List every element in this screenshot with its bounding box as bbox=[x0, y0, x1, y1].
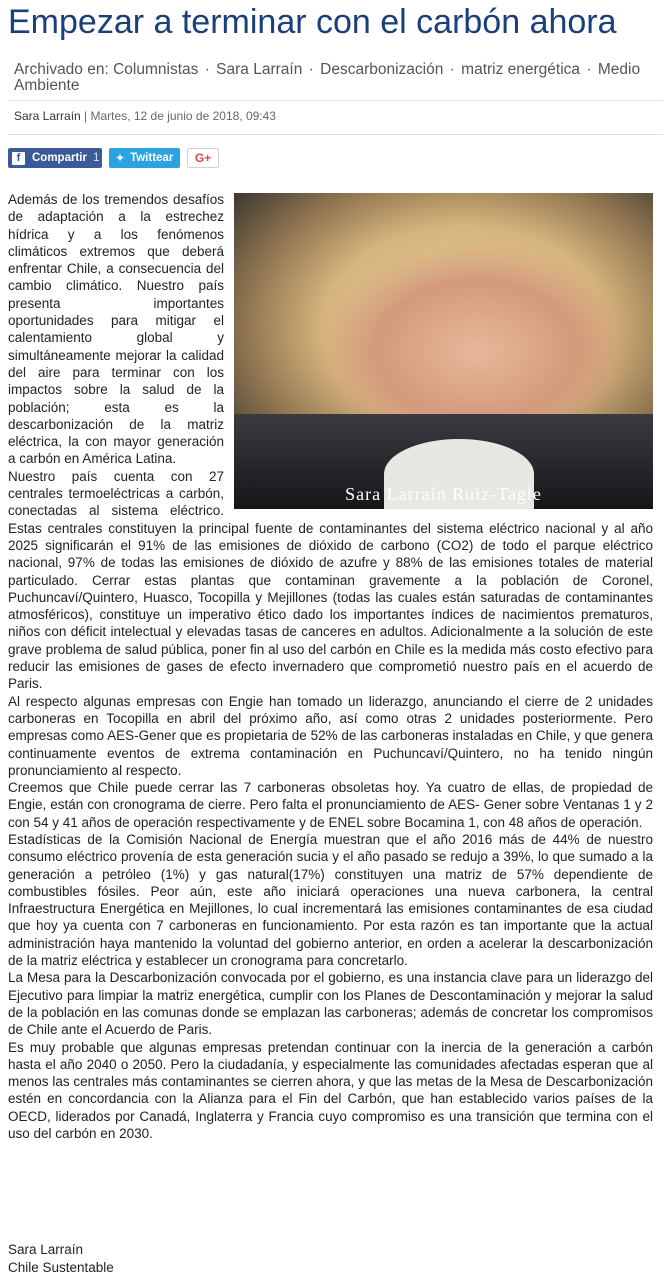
divider bbox=[8, 134, 663, 135]
twitter-bird-icon: ✦ bbox=[115, 151, 126, 165]
signature-name: Sara Larraín bbox=[8, 1242, 84, 1257]
article-paragraph: Estadísticas de la Comisión Nacional de Energía muestran que el año 2016 más de 44% de nuestro consumo eléctrico provenía de esta generación sucia y el año pasado se redujo a 39%, lo que sumado a la generación a petróleo (1%) y gas natural(17%) constituyen una matriz de 57% dependiente de combustibles fósiles. Peor aún, este año iniciará operaciones una nueva carbonera, la central Infraestructura Energética en Mejillones, lo cual incrementará las emisiones contaminantes de esa ciudad que hoy ya cuenta con 7 carboneras en funcionamiento. Por esta razón es tan importante que la actual administración haya mantenido la voluntad del gobierno anterior, en orden a acelerar la descarbonización de la matriz eléctrica y establecer un cronograma para concretarlo. bbox=[8, 831, 653, 969]
byline-date: Martes, 12 de junio de 2018, 09:43 bbox=[90, 109, 276, 123]
tag-separator: · bbox=[449, 61, 455, 78]
author-photo bbox=[234, 193, 653, 509]
facebook-share-count: 1 bbox=[92, 152, 100, 164]
byline-author[interactable]: Sara Larraín bbox=[14, 109, 81, 123]
tag-link-columnistas[interactable]: Columnistas bbox=[113, 61, 199, 78]
google-plus-icon: G+ bbox=[194, 151, 212, 165]
byline bbox=[14, 109, 276, 123]
tag-link-sara-larrain[interactable]: Sara Larraín bbox=[216, 61, 303, 78]
article-body bbox=[8, 191, 653, 1142]
article-paragraph: Además de los tremendos desafíos de adaptación a la estrechez hídrica y a los fenómenos climáticos extremos que deberá enfrentar Chile, a consecuencia del cambio climático. Nuestro país presenta importantes oportunidades para mitigar el calentamiento global y simultáneamente mejorar la calidad del aire para terminar con los impactos sobre la salud de la población; esta es la descarbonización de la matriz eléctrica, la con mayor generación a carbón en América Latina. bbox=[8, 192, 224, 467]
twitter-share-button[interactable] bbox=[109, 148, 180, 168]
divider bbox=[8, 100, 663, 101]
article-paragraph: Creemos que Chile puede cerrar las 7 carboneras obsoletas hoy. Ya cuatro de ellas, de propiedad de Engie, están con cronograma de cierre. Pero falta el pronunciamiento de AES- Gener sobre Ventanas 1 y 2 con 54 y 41 años de operación respectivamente y de ENEL sobre Bocamina 1, con 48 años de operación. bbox=[8, 780, 653, 830]
facebook-share-button[interactable] bbox=[8, 148, 102, 168]
tag-link-medio-ambiente[interactable]: Medio Ambiente bbox=[14, 61, 641, 94]
tag-link-descarbonizacion[interactable]: Descarbonización bbox=[320, 61, 444, 78]
article-paragraph: Nuestro país cuenta con 27 centrales termoeléctricas a carbón, conectadas al sistema eléctrico. Estas centrales constituyen la principal fuente de contaminantes del sistema eléctrico nacional y al año 2025 significarán el 91% de las emisiones de dióxido de carbono (CO2) de todo el parque eléctrico nacional, 97% de todas las emisiones de dióxido de azufre y 88% de las emisiones totales de material particulado. Cerrar estas plantas que contaminan gravemente a la población de Coronel, Puchuncaví/Quintero, Huasco, Tocopilla y Mejillones (todas las cuales están saturadas de contaminantes atmosféricos), constituye un imperativo ético dado los importantes índices de nacimientos prematuros, niños con déficit intelectual y elevadas tasas de canceres en adultos. Adicionalmente a la solución de este grave problema de salud pública, poner fin al uso del carbón en Chile es la medida más costo efectivo para reducir las emisiones de gases de efecto invernadero que comprometió nuestro país en el acuerdo de Paris. bbox=[8, 468, 653, 692]
tag-link-matriz-energetica[interactable]: matriz energética bbox=[461, 61, 581, 78]
facebook-icon: f bbox=[12, 152, 25, 165]
tag-separator: · bbox=[308, 61, 314, 78]
signature-org: Chile Sustentable bbox=[8, 1260, 114, 1275]
tag-separator: · bbox=[204, 61, 210, 78]
article-paragraph: Es muy probable que algunas empresas pretendan continuar con la inercia de la generación a carbón hasta el año 2040 o 2050. Pero la ciudadanía, y especialmente las comunidades afectadas esperan que al menos las centrales más contaminantes se cierren ahora, y que las metas de la Mesa de Descarbonización estén en concordancia con la Alianza para el Fin del Carbón, que han establecido varios países de la OECD, liderados por Canadá, Inglaterra y Francia cuyo compromiso es una transición que termina con el uso del carbón en 2030. bbox=[8, 1039, 653, 1142]
archive-prefix: Archivado en: bbox=[14, 61, 109, 78]
twitter-share-label: Twittear bbox=[130, 152, 174, 164]
tag-separator: · bbox=[586, 61, 592, 78]
article-paragraph: Al respecto algunas empresas con Engie han tomado un liderazgo, anunciando el cierre de 2 unidades carboneras en Tocopilla en abril del próximo año, así como otras 2 unidades posteriormente. Pero empresas como AES-Gener que es propietaria de 52% de las carboneras instaladas en Chile, y que genera continuamente eventos de extrema contaminación en Puchuncaví/Quintero, no ha tenido ningún pronunciamiento al respecto. bbox=[8, 693, 653, 778]
facebook-share-label: Compartir bbox=[32, 152, 87, 164]
share-bar bbox=[8, 148, 219, 168]
google-plus-share-button[interactable] bbox=[187, 148, 219, 168]
page-title: Empezar a terminar con el carbón ahora bbox=[8, 3, 617, 41]
archive-tags bbox=[14, 62, 654, 94]
byline-separator: | bbox=[84, 109, 88, 123]
signature bbox=[8, 1241, 114, 1277]
photo-caption: Sara Larraín Ruiz-Tagle bbox=[345, 483, 542, 504]
article-paragraph: La Mesa para la Descarbonización convocada por el gobierno, es una instancia clave para un liderazgo del Ejecutivo para limpiar la matriz energética, cumplir con los Planes de Descontaminación y mejorar la salud de la población en las comunas donde se emplazan las carboneras; además de concretar los compromisos de Chile ante el Acuerdo de Paris. bbox=[8, 970, 653, 1038]
